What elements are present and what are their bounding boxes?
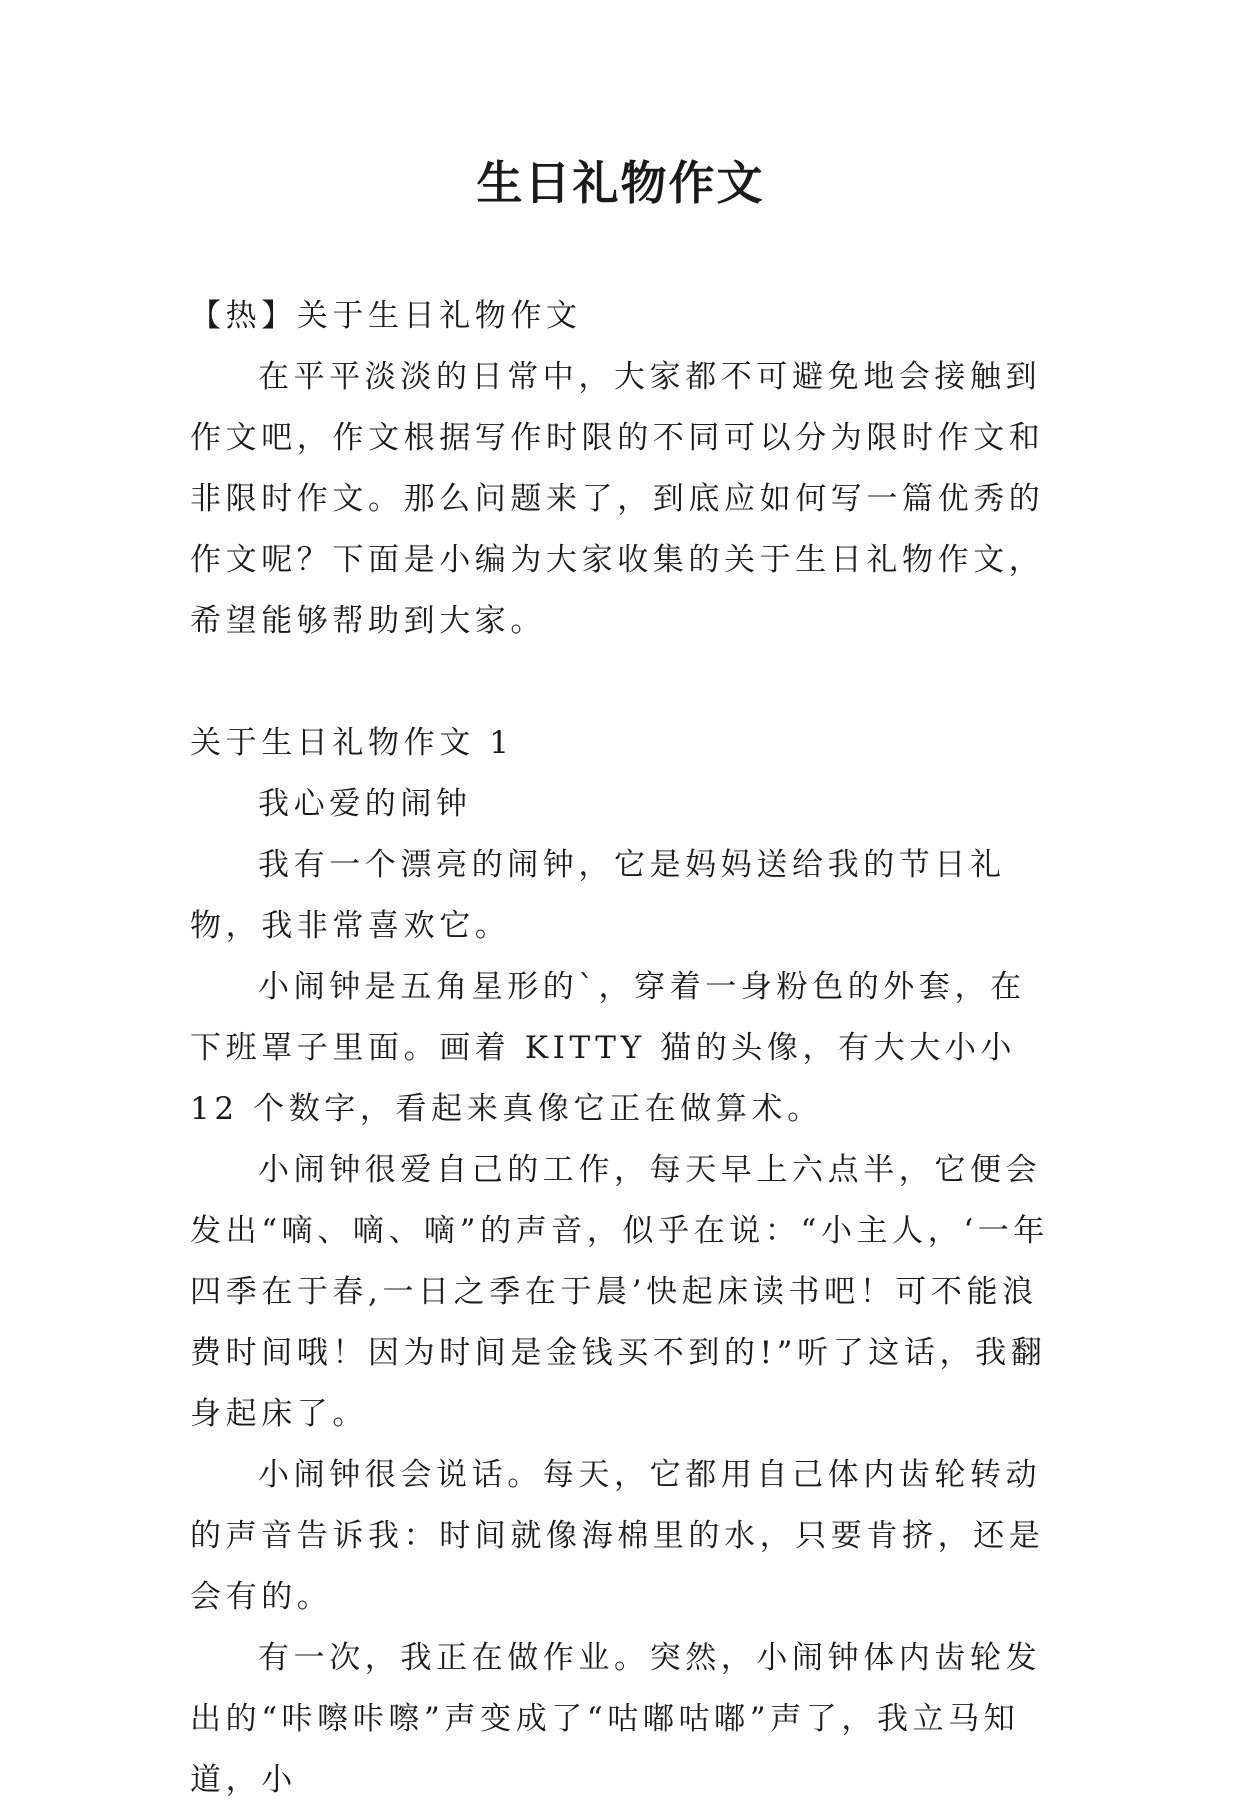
essay-paragraph: 有一次，我正在做作业。突然，小闹钟体内齿轮发出的“咔嚓咔嚓”声变成了“咕嘟咕嘟”声了，我立马知道，小 [190, 1640, 1042, 1798]
essay-paragraph: 小闹钟很爱自己的工作，每天早上六点半，它便会发出“嘀、嘀、嘀”的声音，似乎在说：“小主人，‘一年四季在于春,一日之季在于晨’快起床读书吧！可不能浪费时间哦！因为时间是金钱买不到的!”听了这话，我翻身起床了。 [190, 1152, 1049, 1432]
section-heading: 关于生日礼物作文 1 [190, 725, 514, 761]
document-body [190, 286, 1056, 1811]
page-title: 生日礼物作文 [476, 156, 765, 210]
intro-paragraph: 在平平淡淡的日常中，大家都不可避免地会接触到作文吧，作文根据写作时限的不同可以分为限时作文和非限时作文。那么问题来了，到底应如何写一篇优秀的作文呢？下面是小编为大家收集的关于生日礼物作文，希望能够帮助到大家。 [190, 359, 1045, 639]
essay-paragraph: 小闹钟很会说话。每天，它都用自己体内齿轮转动的声音告诉我：时间就像海棉里的水，只要肯挤，还是会有的。 [190, 1457, 1045, 1615]
document-subtitle: 【热】关于生日礼物作文 [190, 298, 582, 334]
essay-paragraph: 我有一个漂亮的闹钟，它是妈妈送给我的节日礼物，我非常喜欢它。 [190, 847, 1006, 944]
essay-title: 我心爱的闹钟 [258, 786, 472, 822]
essay-paragraph: 小闹钟是五角星形的`，穿着一身粉色的外套，在下班罩子里面。画着 KITTY 猫的头像，有大大小小 12 个数字，看起来真像它正在做算术。 [190, 969, 1026, 1127]
paragraph-spacer [190, 652, 1056, 713]
